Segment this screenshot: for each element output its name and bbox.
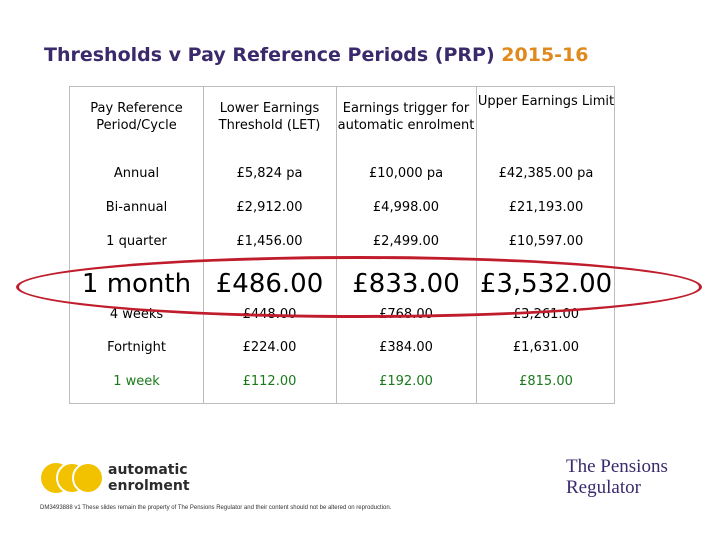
footer-note: DM3493888 v1 These slides remain the property of The Pensions Regulator and their content should not be altered on reproduction.	[40, 505, 392, 511]
monthly-highlight-ellipse	[16, 256, 702, 318]
row-fortnight-period: Fortnight	[107, 339, 166, 355]
row-fortnight-let: £224.00	[242, 339, 297, 355]
tpr-line1: The Pensions	[566, 456, 668, 477]
row-week-let: £112.00	[242, 373, 297, 389]
row-month-period: 1 month	[81, 269, 192, 299]
row-biannual-let: £2,912.00	[236, 199, 303, 215]
row-annual-period: Annual	[113, 165, 160, 181]
row-4weeks-trigger: £768.00	[379, 306, 433, 322]
enrolment-circles-icon	[40, 460, 110, 496]
row-quarter-uel: £10,597.00	[508, 233, 584, 249]
header-period: Pay Reference Period/Cycle	[90, 101, 183, 133]
row-4weeks-period: 4 weeks	[109, 306, 164, 322]
row-annual-let: £5,824 pa	[236, 165, 303, 181]
row-fortnight-uel: £1,631.00	[512, 339, 580, 355]
row-month-let: £486.00	[215, 269, 324, 299]
row-4weeks-let: £448.00	[242, 306, 297, 322]
row-annual-trigger: £10,000 pa	[368, 165, 444, 181]
row-biannual-trigger: £4,998.00	[372, 199, 440, 215]
ae-line2: enrolment	[108, 478, 190, 494]
row-week-period: 1 week	[113, 373, 160, 389]
row-annual-uel: £42,385.00 pa	[498, 165, 594, 181]
page-title	[44, 44, 589, 66]
tpr-line2: Regulator	[566, 477, 641, 498]
row-quarter-trigger: £2,499.00	[372, 233, 440, 249]
row-biannual-period: Bi-annual	[105, 199, 168, 215]
header-trigger: Earnings trigger for automatic enrolment	[337, 101, 475, 133]
ae-line1: automatic	[108, 462, 188, 478]
automatic-enrolment-logo	[40, 460, 200, 500]
row-week-trigger: £192.00	[379, 373, 433, 389]
title-main: Thresholds v Pay Reference Periods (PRP)	[44, 44, 495, 66]
header-let: Lower Earnings Threshold (LET)	[218, 101, 321, 133]
header-uel: Upper Earnings Limit	[477, 94, 615, 109]
row-biannual-uel: £21,193.00	[508, 199, 584, 215]
ae-logo-text	[108, 462, 190, 494]
title-year: 2015-16	[501, 44, 589, 66]
thresholds-table	[69, 86, 615, 404]
row-4weeks-uel: £3,261.00	[512, 306, 580, 322]
row-month-trigger: £833.00	[352, 269, 460, 299]
row-quarter-period: 1 quarter	[106, 233, 167, 249]
row-fortnight-trigger: £384.00	[379, 339, 433, 355]
row-week-uel: £815.00	[519, 373, 573, 389]
row-quarter-let: £1,456.00	[236, 233, 303, 249]
pensions-regulator-logo	[566, 456, 668, 498]
row-month-uel: £3,532.00	[479, 269, 613, 299]
